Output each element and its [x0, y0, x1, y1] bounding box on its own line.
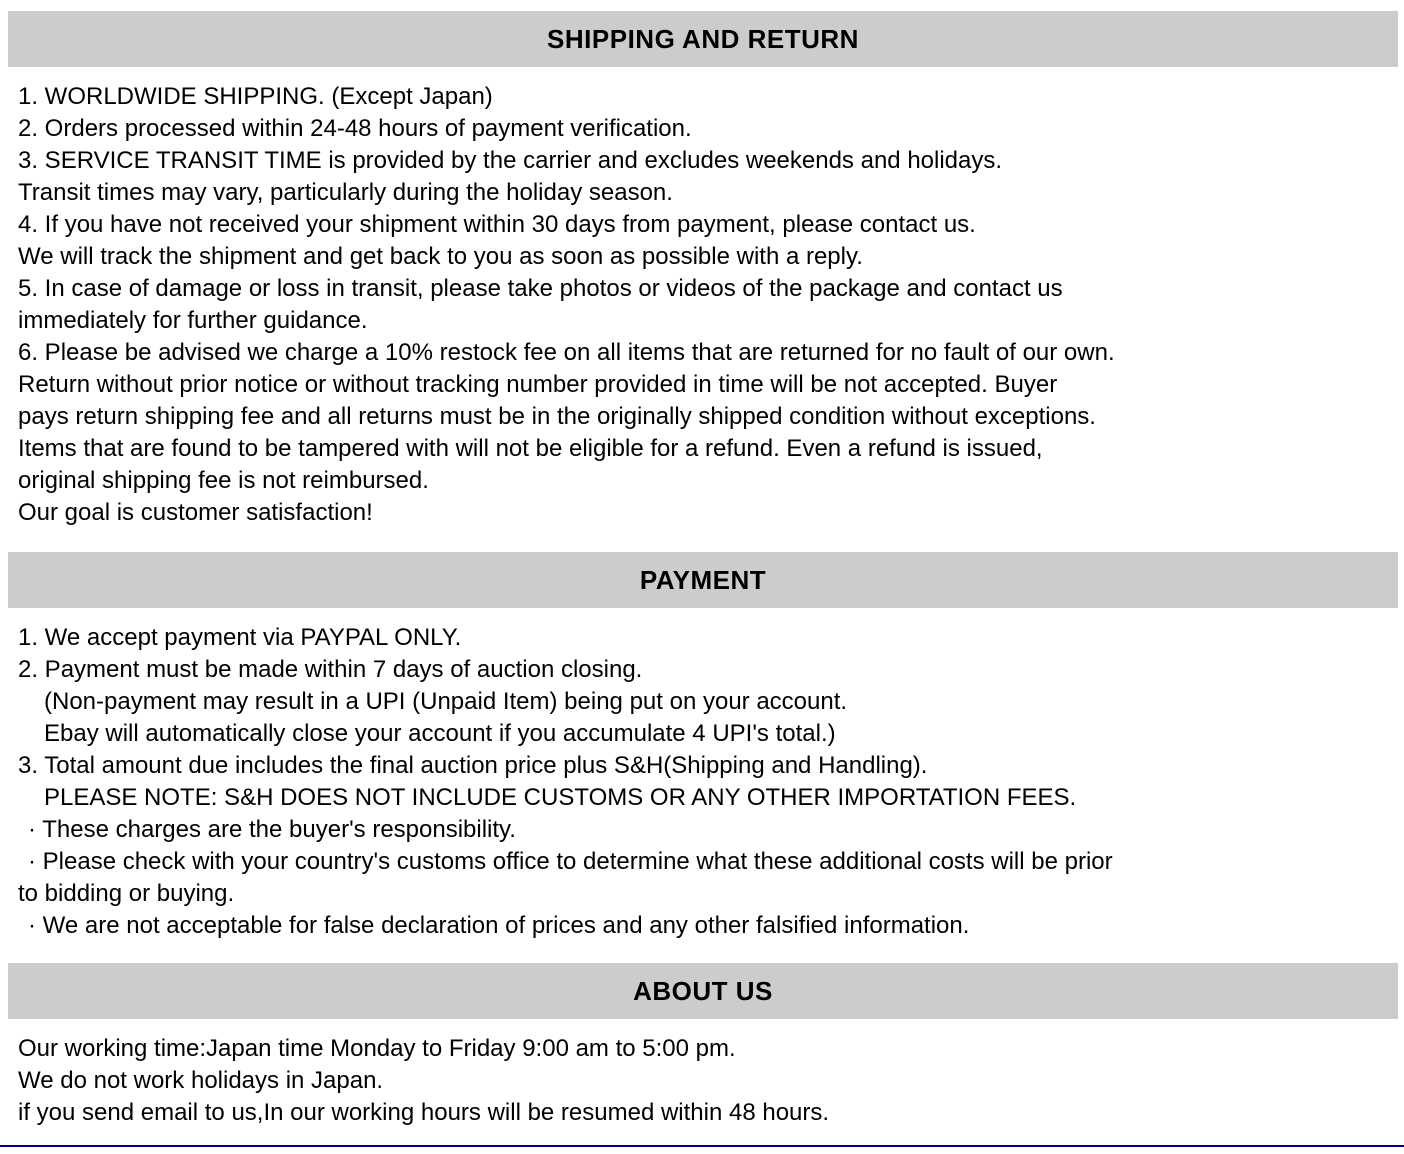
text-line: original shipping fee is not reimbursed.	[18, 467, 429, 494]
text-line: (Non-payment may result in a UPI (Unpaid Item) being put on your account.	[44, 688, 848, 715]
text-line: 2. Orders processed within 24-48 hours of payment verification.	[18, 115, 692, 142]
text-line: PLEASE NOTE: S&H DOES NOT INCLUDE CUSTOMS OR ANY OTHER IMPORTATION FEES.	[44, 784, 1077, 811]
section-title: SHIPPING AND RETURN	[547, 23, 859, 54]
section-body-shipping-and-return	[0, 67, 1404, 529]
text-line: 6. Please be advised we charge a 10% restock fee on all items that are returned for no fault of our own.	[18, 339, 1115, 366]
text-line: Our working time:Japan time Monday to Friday 9:00 am to 5:00 pm.	[18, 1035, 736, 1062]
section-body-payment	[0, 608, 1404, 942]
text-line: 3. Total amount due includes the final auction price plus S&H(Shipping and Handling).	[18, 752, 928, 779]
text-line: Items that are found to be tampered with will not be eligible for a refund. Even a refund is issued,	[18, 435, 1043, 462]
text-line: Return without prior notice or without tracking number provided in time will be not accepted. Buyer	[18, 371, 1058, 398]
text-line: 4. If you have not received your shipment within 30 days from payment, please contact us.	[18, 211, 976, 238]
text-line: Transit times may vary, particularly during the holiday season.	[18, 179, 673, 206]
text-line: · We are not acceptable for false declaration of prices and any other falsified information.	[28, 912, 970, 939]
bottom-divider	[0, 1145, 1404, 1147]
text-line: 3. SERVICE TRANSIT TIME is provided by the carrier and excludes weekends and holidays.	[18, 147, 1003, 174]
section-about-us	[0, 963, 1404, 1129]
text-line: Ebay will automatically close your account if you accumulate 4 UPI's total.)	[44, 720, 836, 747]
section-shipping-and-return	[0, 11, 1404, 529]
text-line: 1. WORLDWIDE SHIPPING. (Except Japan)	[18, 83, 493, 110]
text-line: We do not work holidays in Japan.	[18, 1067, 384, 1094]
section-header-shipping-and-return	[8, 11, 1398, 67]
section-body-about-us	[0, 1019, 1404, 1129]
text-line: immediately for further guidance.	[18, 307, 368, 334]
section-title: ABOUT US	[633, 975, 773, 1006]
text-line: if you send email to us,In our working hours will be resumed within 48 hours.	[18, 1099, 830, 1126]
section-title: PAYMENT	[639, 564, 767, 595]
text-line: 5. In case of damage or loss in transit, please take photos or videos of the package and contact us	[18, 275, 1063, 302]
text-line: 1. We accept payment via PAYPAL ONLY.	[18, 624, 462, 651]
text-line: pays return shipping fee and all returns must be in the originally shipped condition without exceptions.	[18, 403, 1096, 430]
text-line: · These charges are the buyer's responsibility.	[28, 816, 516, 843]
text-line: 2. Payment must be made within 7 days of auction closing.	[18, 656, 643, 683]
text-line: · Please check with your country's customs office to determine what these additional costs will be prior	[28, 848, 1113, 875]
section-header-payment	[8, 552, 1398, 608]
section-payment	[0, 552, 1404, 942]
section-header-about-us	[8, 963, 1398, 1019]
text-line: We will track the shipment and get back to you as soon as possible with a reply.	[18, 243, 863, 270]
text-line: Our goal is customer satisfaction!	[18, 499, 373, 526]
text-line: to bidding or buying.	[18, 880, 235, 907]
